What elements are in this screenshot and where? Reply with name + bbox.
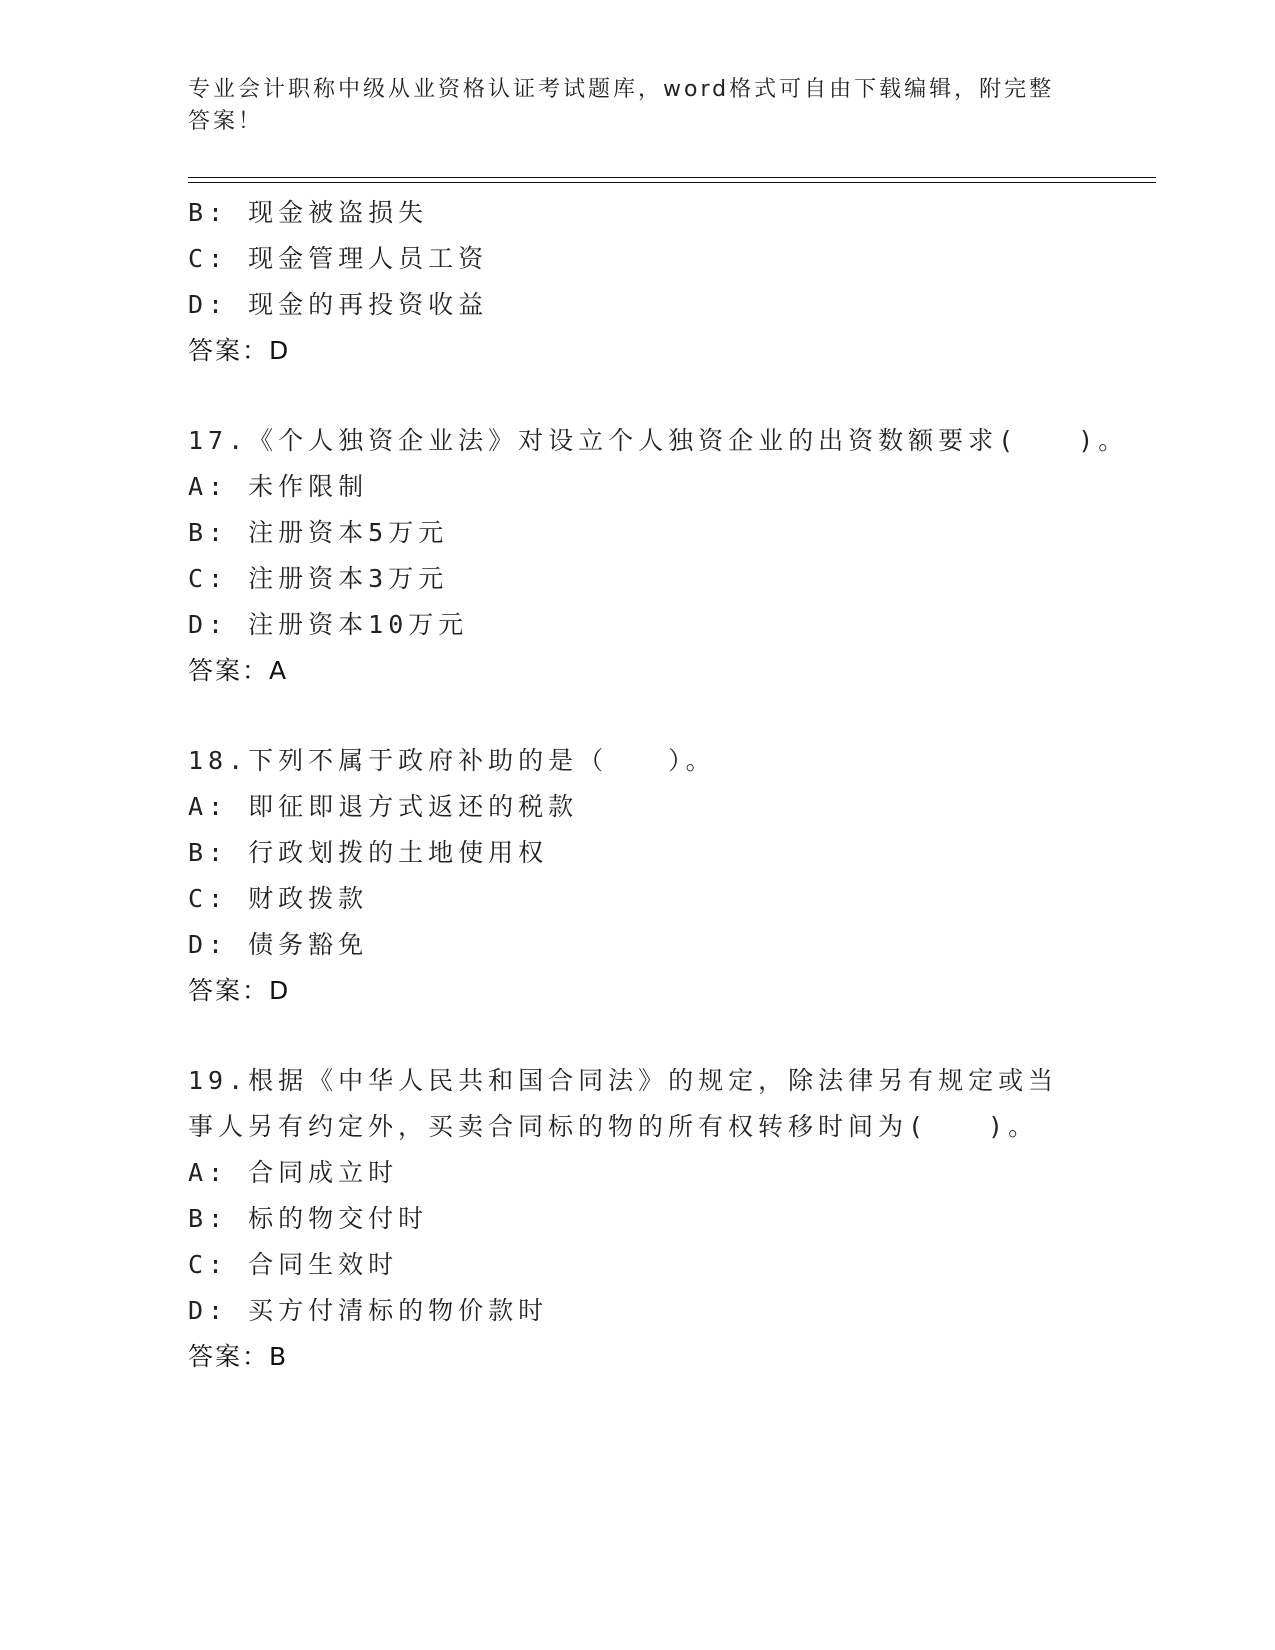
question-16 xyxy=(188,190,1088,374)
option-b: B: 行政划拨的土地使用权 xyxy=(188,838,549,867)
question-17 xyxy=(188,418,1129,694)
question-18 xyxy=(188,738,1088,1014)
spacer xyxy=(188,374,1088,418)
answer: 答案：D xyxy=(188,976,291,1005)
question-19 xyxy=(188,1058,1088,1380)
option-d: D: 现金的再投资收益 xyxy=(188,290,489,319)
question-stem: 17.《个人独资企业法》对设立个人独资企业的出资数额要求( )。 xyxy=(188,426,1129,455)
option-a: A: 即征即退方式返还的税款 xyxy=(188,792,579,821)
option-b: B: 现金被盗损失 xyxy=(188,198,429,227)
option-b: B: 注册资本5万元 xyxy=(188,518,449,547)
question-stem: 19.根据《中华人民共和国合同法》的规定，除法律另有规定或当事人另有约定外，买卖合同标的物的所有权转移时间为( )。 xyxy=(188,1066,1059,1141)
answer: 答案：D xyxy=(188,336,291,365)
option-c: C: 合同生效时 xyxy=(188,1250,399,1279)
question-stem: 18.下列不属于政府补助的是（ ）。 xyxy=(188,746,716,775)
spacer xyxy=(188,1014,1088,1058)
answer: 答案：B xyxy=(188,1342,289,1371)
option-a: A: 未作限制 xyxy=(188,472,369,501)
option-a: A: 合同成立时 xyxy=(188,1158,399,1187)
option-d: D: 债务豁免 xyxy=(188,930,369,959)
option-c: C: 现金管理人员工资 xyxy=(188,244,489,273)
option-d: D: 注册资本10万元 xyxy=(188,610,469,639)
questions-content xyxy=(188,190,1129,1380)
option-c: C: 注册资本3万元 xyxy=(188,564,449,593)
option-b: B: 标的物交付时 xyxy=(188,1204,429,1233)
spacer xyxy=(188,694,1088,738)
header-divider-top xyxy=(188,177,1156,178)
answer: 答案：A xyxy=(188,656,289,685)
page-header: 专业会计职称中级从业资格认证考试题库，word格式可自由下载编辑，附完整答案！ xyxy=(188,77,1055,134)
option-c: C: 财政拨款 xyxy=(188,884,369,913)
option-d: D: 买方付清标的物价款时 xyxy=(188,1296,549,1325)
header-divider-bottom xyxy=(188,182,1156,183)
